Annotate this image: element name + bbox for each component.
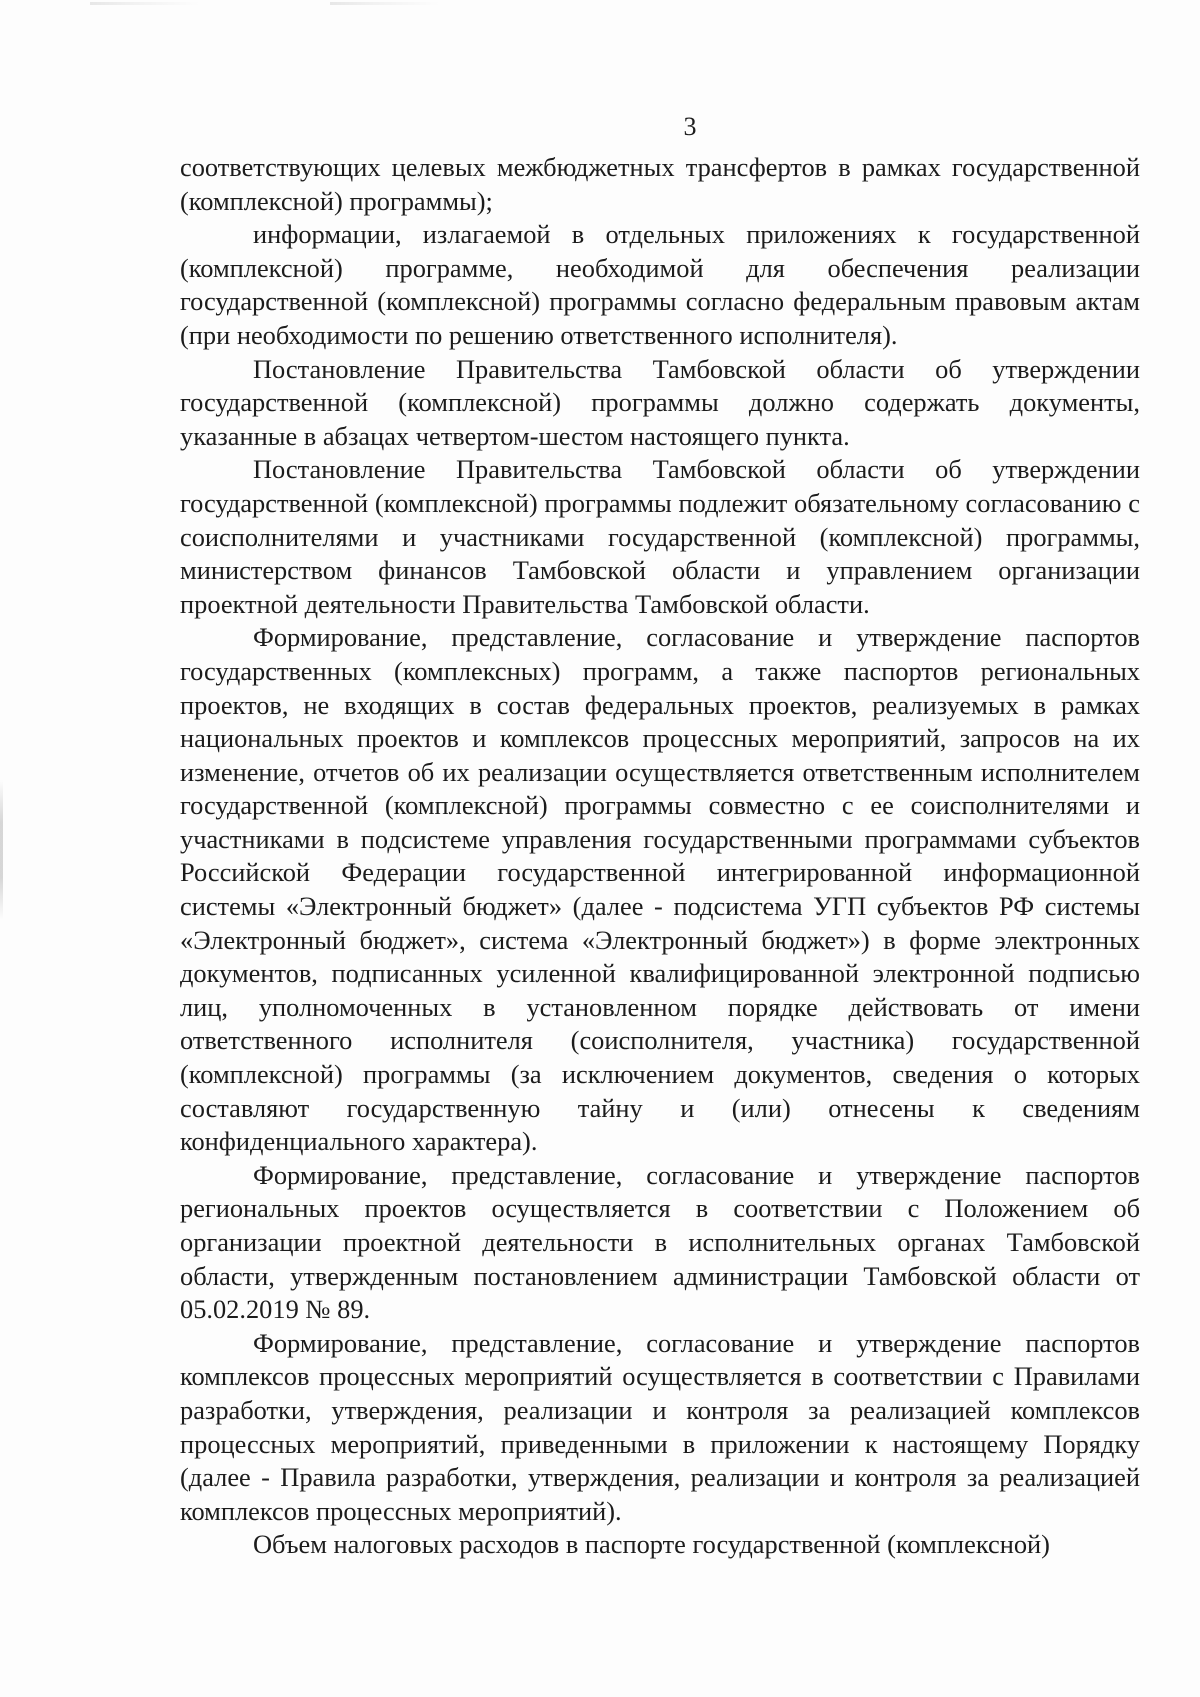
paragraph: Постановление Правительства Тамбовской области об утверждении государственной (комплексной) программы должно содержать документы, указанные в абзацах четвертом-шестом настоящего пункта.	[180, 353, 1140, 451]
paragraph: соответствующих целевых межбюджетных трансфертов в рамках государственной (комплексной) программы);	[180, 152, 1140, 216]
paragraph: Объем налоговых расходов в паспорте государственной (комплексной)	[253, 1529, 1050, 1560]
scan-edge-artifact	[0, 780, 3, 920]
paragraph: информации, излагаемой в отдельных приложениях к государственной (комплексной) программе, необходимой для обеспечения реализации государственной (комплексной) программы согласно федеральным правовым актам (при необходимости по решению ответственного исполнителя).	[180, 219, 1140, 350]
paragraph: Формирование, представление, согласование и утверждение паспортов комплексов процессных мероприятий осуществляется в соответствии с Правилами разработки, утверждения, реализации и контроля за реализацией комплексов процессных мероприятий, приведенными в приложении к настоящему Порядку (далее - Правила разработки, утверждения, реализации и контроля за реализацией комплексов процессных мероприятий).	[180, 1327, 1140, 1526]
paragraph: Формирование, представление, согласование и утверждение паспортов государственных (комплексных) программ, а также паспортов региональных проектов, не входящих в состав федеральных проектов, реализуемых в рамках национальных проектов и комплексов процессных мероприятий, запросов на их изменение, отчетов об их реализации осуществляется ответственным исполнителем государственной (комплексной) программы совместно с ее соисполнителями и участниками в подсистеме управления государственными программами субъектов Российской Федерации государственной интегрированной информационной системы «Электронный бюджет» (далее - подсистема УГП субъектов РФ системы «Электронный бюджет», система «Электронный бюджет») в форме электронных документов, подписанных усиленной квалифицированной электронной подписью лиц, уполномоченных в установленном порядке действовать от имени ответственного исполнителя (соисполнителя, участника) государственной (комплексной) программы (за исключением документов, сведения о которых составляют государственную тайну и (или) отнесены к сведениям конфиденциального характера).	[180, 622, 1140, 1157]
page-number: 3	[683, 112, 697, 141]
document-body	[180, 151, 1140, 1562]
paragraph: Постановление Правительства Тамбовской области об утверждении государственной (комплексной) программы подлежит обязательному согласованию с соисполнителями и участниками государственной (комплексной) программы, министерством финансов Тамбовской области и управлением организации проектной деятельности Правительства Тамбовской области.	[180, 454, 1140, 619]
scan-artifact	[330, 2, 440, 5]
paragraph: Формирование, представление, согласование и утверждение паспортов региональных проектов осуществляется в соответствии с Положением об организации проектной деятельности в исполнительных органах Тамбовской области, утвержденным постановлением администрации Тамбовской области от 05.02.2019 № 89.	[180, 1159, 1140, 1325]
scan-artifact	[90, 2, 200, 5]
